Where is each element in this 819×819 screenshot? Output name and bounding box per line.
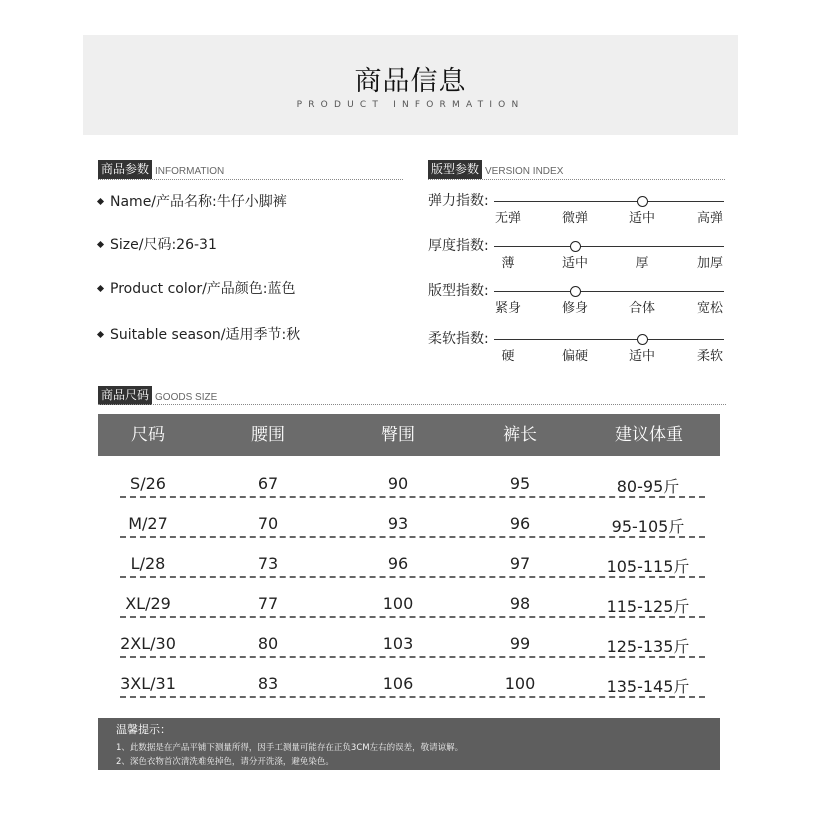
table-row-divider [120, 536, 705, 538]
table-cell: 106 [382, 674, 414, 693]
size-tag-label: 商品尺码 [98, 386, 152, 405]
table-cell: 70 [257, 514, 279, 533]
table-cell: 96 [509, 514, 531, 533]
header-length: 裤长 [503, 425, 537, 445]
table-cell: 80 [257, 634, 279, 653]
table-cell: 73 [257, 554, 279, 573]
index-option: 合体 [628, 301, 655, 316]
table-cell: 115-125斤 [606, 597, 690, 616]
table-row-divider [120, 656, 705, 658]
header-hip: 臀围 [381, 425, 415, 445]
index-option: 高弹 [696, 211, 723, 226]
index-option: 微弹 [561, 211, 588, 226]
info-item-color: Product color/产品颜色:蓝色 [98, 278, 296, 298]
index-label: 柔软指数: [428, 331, 489, 347]
notice-box [98, 718, 720, 770]
table-cell: 95 [509, 474, 531, 493]
notice-line-1: 1、此数据是在产品平铺下测量所得，因手工测量可能存在正负3CM左右的误差，敬请谅解。 [116, 743, 464, 753]
table-cell: 95-105斤 [611, 517, 685, 536]
index-option: 修身 [561, 301, 588, 316]
table-cell: M/27 [128, 514, 168, 533]
index-option: 宽松 [696, 301, 723, 316]
table-cell: 67 [257, 474, 279, 493]
index-label: 弹力指数: [428, 193, 489, 209]
table-cell: 105-115斤 [606, 557, 690, 576]
header-waist: 腰围 [251, 425, 285, 445]
info-tag-english: INFORMATION [155, 166, 225, 177]
index-option: 柔软 [696, 349, 723, 364]
info-item-size: Size/尺码:26-31 [98, 234, 217, 254]
info-tag-label: 商品参数 [98, 160, 152, 179]
table-row-divider [120, 576, 705, 578]
version-tag-english: VERSION INDEX [485, 166, 564, 177]
index-option: 适中 [561, 256, 588, 271]
table-cell: 83 [257, 674, 279, 693]
table-cell: 100 [504, 674, 536, 693]
table-cell: 93 [387, 514, 409, 533]
index-option: 紧身 [494, 301, 521, 316]
table-cell: XL/29 [125, 594, 171, 613]
index-option: 厚 [635, 256, 649, 271]
index-option: 偏硬 [561, 349, 588, 364]
index-option: 硬 [501, 349, 515, 364]
index-label: 厚度指数: [428, 238, 489, 254]
table-row-divider [120, 616, 705, 618]
version-tag-label: 版型参数 [428, 160, 482, 179]
index-option: 薄 [501, 256, 515, 271]
index-option: 适中 [628, 211, 655, 226]
table-cell: 2XL/30 [120, 634, 176, 653]
table-cell: 97 [509, 554, 531, 573]
info-item-name: Name/产品名称:牛仔小脚裤 [98, 191, 287, 211]
index-label: 版型指数: [428, 283, 489, 299]
table-row-divider [120, 696, 705, 698]
table-cell: 3XL/31 [120, 674, 176, 693]
header-weight: 建议体重 [615, 425, 683, 445]
table-cell: 90 [387, 474, 409, 493]
table-cell: 103 [382, 634, 414, 653]
size-tag-english: GOODS SIZE [155, 392, 218, 403]
notice-line-2: 2、深色衣物首次清洗难免掉色，请分开洗涤，避免染色。 [116, 757, 334, 767]
info-item-season: Suitable season/适用季节:秋 [98, 324, 300, 344]
table-cell: 125-135斤 [606, 637, 690, 656]
page-subtitle: PRODUCT INFORMATION [296, 100, 525, 110]
table-cell: 98 [509, 594, 531, 613]
table-cell: 77 [257, 594, 279, 613]
notice-title: 温馨提示： [116, 723, 171, 736]
table-cell: 135-145斤 [606, 677, 690, 696]
table-cell: L/28 [130, 554, 166, 573]
index-option: 加厚 [696, 256, 723, 271]
table-cell: 80-95斤 [616, 477, 680, 496]
page-title: 商品信息 [354, 66, 467, 97]
table-row-divider [120, 496, 705, 498]
index-option: 无弹 [494, 211, 521, 226]
table-cell: 96 [387, 554, 409, 573]
table-cell: 100 [382, 594, 414, 613]
table-cell: 99 [509, 634, 531, 653]
table-cell: S/26 [130, 474, 166, 493]
index-option: 适中 [628, 349, 655, 364]
header-size: 尺码 [131, 425, 165, 445]
